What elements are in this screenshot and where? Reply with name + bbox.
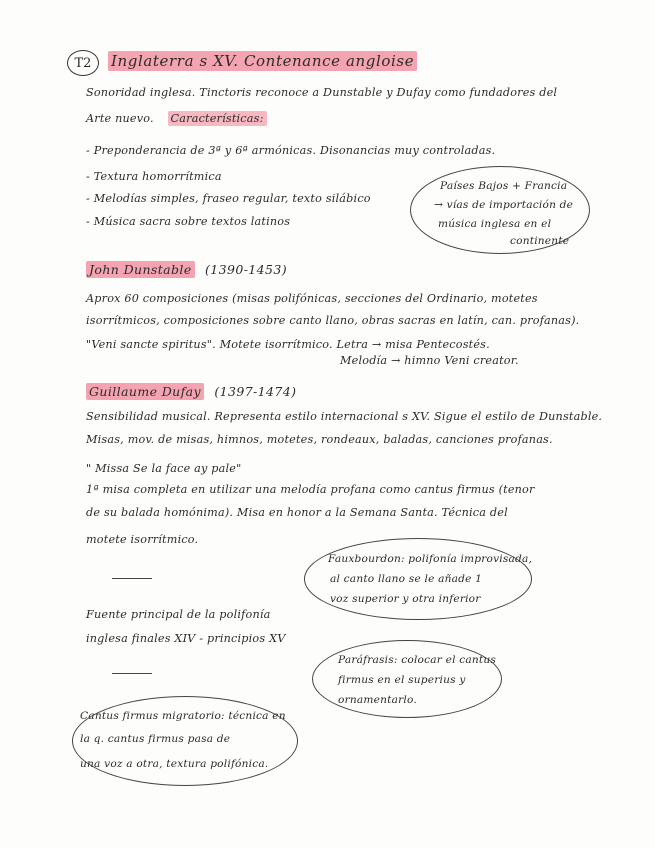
bullet-4: - Música sacra sobre textos latinos xyxy=(86,215,291,228)
page-title: Inglaterra s XV. Contenance angloise xyxy=(108,52,417,70)
note-fauxbourdon-2: al canto llano se le añade 1 xyxy=(330,573,483,585)
bullet-1: - Preponderancia de 3ª y 6ª armónicas. Disonancias muy controladas. xyxy=(86,144,496,157)
note-parafrasis-2: firmus en el superius y xyxy=(338,674,466,686)
topic-tag: T2 xyxy=(67,50,99,76)
note-parafrasis-1: Paráfrasis: colocar el cantus xyxy=(338,654,497,666)
dunstable-line-4: Melodía → himno Veni creator. xyxy=(340,354,519,367)
note-cantus-2: la q. cantus firmus pasa de xyxy=(80,733,231,745)
note-paises-4: continente xyxy=(510,235,570,247)
note-cantus-3: una voz a otra, textura polifónica. xyxy=(80,758,269,770)
dunstable-line-1: Aprox 60 composiciones (misas polifónicas, secciones del Ordinario, motetes xyxy=(86,292,538,305)
note-paises-3: música inglesa en el xyxy=(438,218,552,230)
dufay-line-4: 1ª misa completa en utilizar una melodía profana como cantus firmus (tenor xyxy=(86,483,535,496)
divider-2 xyxy=(112,673,152,674)
dufay-line-1: Sensibilidad musical. Representa estilo internacional s XV. Sigue el estilo de Dunstable. xyxy=(86,410,603,423)
dunstable-heading: John Dunstable (1390-1453) xyxy=(86,262,287,277)
intro-line-2: Arte nuevo. Características: xyxy=(86,112,267,125)
dufay-heading: Guillaume Dufay (1397-1474) xyxy=(86,384,296,399)
dufay-line-6: motete isorrítmico. xyxy=(86,533,199,546)
note-fauxbourdon-3: voz superior y otra inferior xyxy=(330,593,481,605)
note-paises-1: Países Bajos + Francia xyxy=(440,180,568,192)
dufay-line-2: Misas, mov. de misas, himnos, motetes, rondeaux, baladas, canciones profanas. xyxy=(86,433,553,446)
intro-line-1: Sonoridad inglesa. Tinctoris reconoce a Dunstable y Dufay como fundadores del xyxy=(86,86,558,99)
note-parafrasis-3: ornamentarlo. xyxy=(338,694,417,706)
fuente-line-2: inglesa finales XIV - principios XV xyxy=(86,632,286,645)
dufay-line-3: " Missa Se la face ay pale" xyxy=(86,462,242,475)
bullet-3: - Melodías simples, fraseo regular, texto silábico xyxy=(86,192,371,205)
bullet-2: - Textura homorrítmica xyxy=(86,170,222,183)
dunstable-line-2: isorrítmicos, composiciones sobre canto llano, obras sacras en latín, can. profanas). xyxy=(86,314,580,327)
dunstable-line-3: "Veni sancte spiritus". Motete isorrítmico. Letra → misa Pentecostés. xyxy=(86,338,490,351)
note-cantus-1: Cantus firmus migratorio: técnica en xyxy=(80,710,286,722)
note-fauxbourdon-1: Fauxbourdon: polifonía improvisada, xyxy=(328,553,533,565)
note-paises-2: → vías de importación de xyxy=(434,199,574,211)
divider-1 xyxy=(112,578,152,579)
dufay-line-5: de su balada homónima). Misa en honor a la Semana Santa. Técnica del xyxy=(86,506,508,519)
fuente-line-1: Fuente principal de la polifonía xyxy=(86,608,271,621)
